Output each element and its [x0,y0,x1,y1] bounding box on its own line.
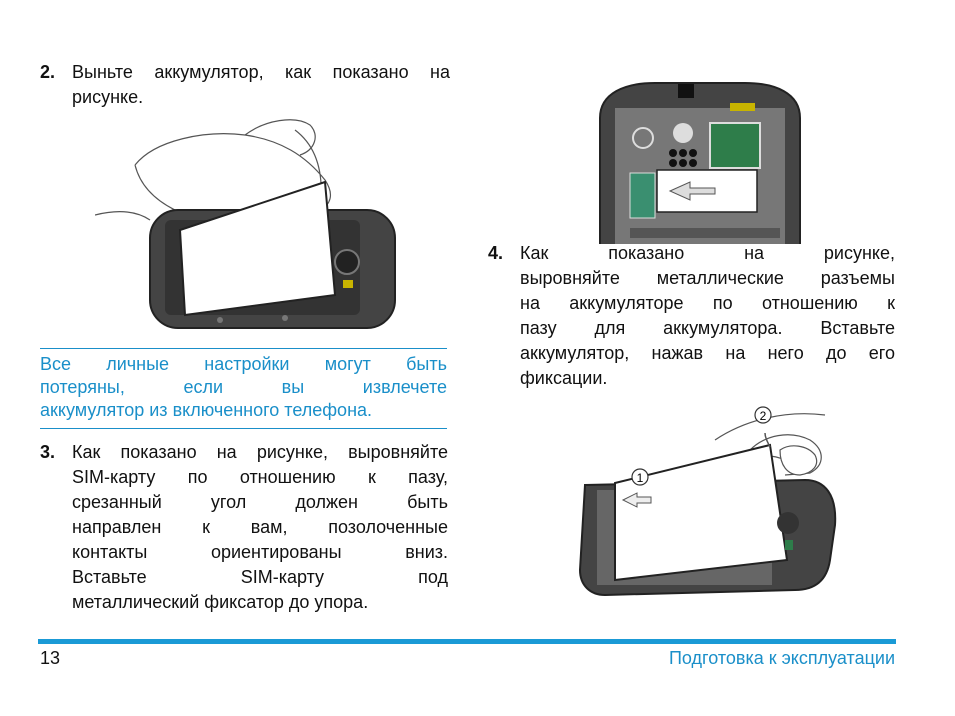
step-2-number: 2. [40,62,56,82]
step-4-line-3: на аккумуляторе по отношению к [520,293,895,313]
step-3-line-6: Вставьте SIM-карту под [72,567,448,587]
step-3-line-3: срезанный угол должен быть [72,492,448,512]
step-3-line-4: направлен к вам, позолоченные [72,517,448,537]
note-line-3: аккумулятор из включенного телефона. [40,400,373,420]
step-4-line-6: фиксации. [520,368,608,388]
step-3-line-2: SIM-карту по отношению к пазу, [72,467,448,487]
figure-remove-battery [95,110,400,335]
step-3-line-5: контакты ориентированы вниз. [72,542,448,562]
step-4-line-2: выровняйте металлические разъемы [520,268,895,288]
step-2 [40,60,450,110]
step-3-number: 3. [40,442,56,462]
step-4 [488,241,895,391]
step-4-line-5: аккумулятор, нажав на него до его [520,343,895,363]
step-2-text: Выньте аккумулятор, как показано на рисунке. [72,62,450,107]
section-title: Подготовка к эксплуатации [668,648,895,668]
note-line-2: потеряны, если вы извлечете [40,377,447,397]
footer-divider [38,639,896,644]
warning-note [40,348,447,429]
marker-1: 1 [636,471,644,485]
step-3 [40,440,448,615]
figure-insert-battery [575,395,840,600]
step-3-text [72,440,448,615]
marker-2: 2 [759,409,767,423]
page-number: 13 [40,648,61,668]
step-4-line-1: Как показано на рисунке, [520,243,895,263]
step-4-text [520,241,895,391]
note-line-1: Все личные настройки могут быть [40,354,447,374]
step-4-line-4: пазу для аккумулятора. Вставьте [520,318,895,338]
step-3-line-1: Как показано на рисунке, выровняйте [72,442,448,462]
step-4-number: 4. [488,243,504,263]
figure-sim-slot [595,78,805,244]
step-3-line-7: металлический фиксатор до упора. [72,592,369,612]
